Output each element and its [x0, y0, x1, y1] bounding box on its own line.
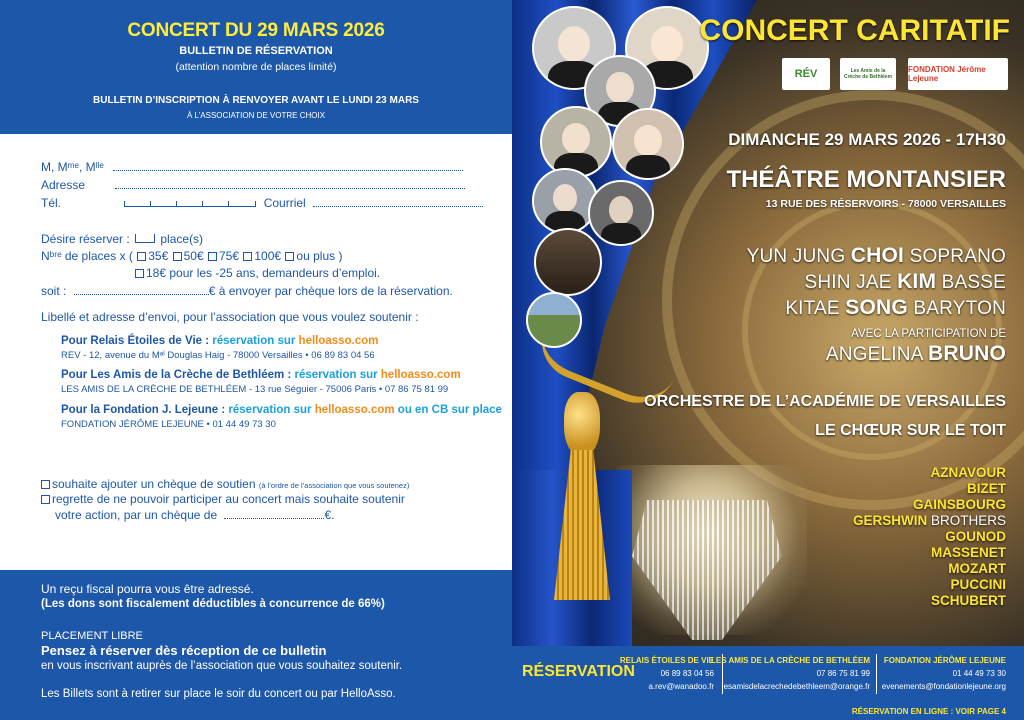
assoc-creche-detail: LES AMIS DE LA CRÈCHE DE BETHLÉEM - 13 rue Séguier - 75006 Paris • 07 86 75 81 99	[61, 384, 449, 395]
artist-2: SHIN JAE KIM BASSE	[804, 270, 1006, 293]
assoc-rev	[61, 335, 378, 361]
composer-bizet: BIZET	[967, 481, 1006, 496]
concert-date: DIMANCHE 29 MARS 2026 - 17H30	[728, 130, 1006, 149]
contact-rev-name: RELAIS ÉTOILES DE VIE	[619, 656, 714, 665]
orchestra-name: ORCHESTRE DE L’ACADÉMIE DE VERSAILLES	[644, 393, 1006, 410]
composer-mozart: MOZART	[948, 561, 1006, 576]
assoc-creche-res: réservation sur	[291, 369, 381, 381]
artist-1: YUN JUNG CHOI SOPRANO	[746, 244, 1006, 267]
price-100-checkbox[interactable]	[243, 252, 252, 261]
reservation-form	[0, 134, 512, 570]
composer-gounod: GOUNOD	[945, 529, 1006, 544]
total-prefix: soit :	[41, 284, 67, 298]
price-75-checkbox[interactable]	[208, 252, 217, 261]
composer-aznavour: AZNAVOUR	[930, 465, 1006, 480]
email-field[interactable]	[313, 197, 483, 207]
assoc-lejeune	[61, 404, 502, 430]
contact-lejeune-phone[interactable]: 01 44 49 73 30	[952, 669, 1006, 678]
performer-photo-7	[588, 180, 654, 246]
price-50-label: 50€	[183, 249, 204, 263]
tel-label: Tél.	[41, 196, 62, 210]
decline-checkbox[interactable]	[41, 495, 50, 504]
assoc-rev-res: réservation sur	[209, 335, 299, 347]
contact-lejeune-email[interactable]: evenements@fondationlejeune.org	[881, 682, 1006, 691]
form-footer	[0, 570, 512, 720]
artist-3: KITAE SONG BARYTON	[785, 296, 1006, 319]
concert-venue: THÉÂTRE MONTANSIER	[726, 166, 1006, 193]
logo-lejeune	[908, 58, 1008, 90]
assoc-lejeune-detail: FONDATION JÉRÔME LEJEUNE • 01 44 49 73 30	[61, 419, 276, 430]
choir-photo	[526, 292, 582, 348]
logo-lejeune-text: FONDATION Jérôme Lejeune	[908, 65, 986, 83]
price-reduced-checkbox[interactable]	[135, 269, 144, 278]
separator	[876, 654, 877, 694]
donation-amount-field[interactable]	[224, 509, 324, 519]
form-title: CONCERT DU 29 MARS 2026	[127, 20, 385, 41]
fiscal-note: Un reçu fiscal pourra vous être adressé.	[41, 582, 254, 596]
composer-massenet: MASSENET	[930, 545, 1006, 560]
logo-rev-text: RÉV	[794, 68, 818, 80]
price-reduced-label: 18€ pour les -25 ans, demandeurs d’emploi.	[146, 266, 381, 280]
contact-creche-email[interactable]: lesamisdelacrechedebethleem@orange.fr	[721, 682, 870, 691]
reserve-row	[41, 232, 203, 246]
contact-rev-email[interactable]: a.rev@wanadoo.fr	[648, 682, 714, 691]
name-row	[41, 160, 463, 174]
places-count-field[interactable]	[135, 234, 155, 243]
places-label: Nᵇʳᵉ de places x (	[41, 249, 133, 263]
support-row-2	[41, 492, 405, 506]
concert-address: 13 RUE DES RÉSERVOIRS - 78000 VERSAILLES	[765, 198, 1006, 210]
price-50-checkbox[interactable]	[173, 252, 182, 261]
address-row	[41, 178, 465, 192]
name-field[interactable]	[113, 161, 463, 171]
logo-rev	[782, 58, 830, 90]
email-label: Courriel	[263, 196, 306, 210]
logo-creche	[840, 58, 896, 90]
composer-puccini: PUCCINI	[950, 577, 1006, 592]
tel-field[interactable]	[124, 197, 256, 207]
fiscal-deduction: (Les dons sont fiscalement déductibles à concurrence de 66%)	[41, 598, 385, 610]
address-field[interactable]	[115, 179, 465, 189]
address-label: Adresse	[41, 178, 86, 192]
placement-label: PLACEMENT LIBRE	[41, 630, 143, 642]
reserve-now: Pensez à réserver dès réception de ce bulletin	[41, 643, 327, 658]
contact-creche-name: LES AMIS DE LA CRÈCHE DE BETHLÉEM	[711, 656, 870, 665]
choir-name: LE CHŒUR SUR LE TOIT	[815, 422, 1006, 439]
price-more-label: ou plus )	[296, 249, 343, 263]
support-row-3	[55, 508, 334, 522]
reservation-label: RÉSERVATION	[522, 663, 635, 680]
instruction: Libellé et adresse d’envoi, pour l’association que vous voulez soutenir :	[41, 310, 419, 324]
phone-email-row	[41, 196, 483, 210]
concert-poster	[512, 0, 1024, 720]
reserve-how: en vous inscrivant auprès de l’association que vous souhaitez soutenir.	[41, 660, 403, 672]
form-note: (attention nombre de places limité)	[175, 61, 337, 73]
assoc-creche-link[interactable]: helloasso.com	[380, 369, 461, 381]
contact-rev-phone[interactable]: 06 89 83 04 56	[660, 669, 714, 678]
price-75-label: 75€	[219, 249, 240, 263]
donation-suffix: €.	[324, 508, 335, 522]
price-more-checkbox[interactable]	[285, 252, 294, 261]
assoc-rev-link[interactable]: helloasso.com	[298, 335, 379, 347]
name-label: M, Mᵐᵉ, Mˡˡᵉ	[41, 160, 104, 174]
participation-label: AVEC LA PARTICIPATION DE	[851, 328, 1006, 340]
tickets-note: Les Billets sont à retirer sur place le soir du concert ou par HelloAsso.	[41, 688, 396, 700]
contact-creche-phone[interactable]: 07 86 75 81 99	[816, 669, 870, 678]
form-choice: À L’ASSOCIATION DE VOTRE CHOIX	[186, 111, 326, 120]
performer-photo-5	[612, 108, 684, 180]
price-35-checkbox[interactable]	[137, 252, 146, 261]
assoc-rev-head: Pour Relais Étoiles de Vie :	[61, 335, 210, 347]
support-note: (à l’ordre de l’association que vous soutenez)	[258, 481, 410, 490]
contact-lejeune	[882, 654, 1006, 693]
price-100-label: 100€	[254, 249, 282, 263]
form-header	[0, 0, 512, 134]
tassel-knob	[564, 392, 600, 456]
prices-row	[41, 249, 342, 263]
composer-gainsbourg: GAINSBOURG	[912, 497, 1006, 512]
support-label: souhaite ajouter un chèque de soutien	[52, 477, 256, 491]
decline-label-2: votre action, par un chèque de	[55, 508, 218, 522]
performer-photo-6	[532, 168, 598, 234]
reduced-row	[134, 266, 380, 280]
contact-lejeune-name: FONDATION JÉRÔME LEJEUNE	[883, 656, 1006, 665]
composer-schubert: SCHUBERT	[930, 593, 1006, 608]
reserve-label: Désire réserver :	[41, 232, 130, 246]
form-subtitle: BULLETIN DE RÉSERVATION	[179, 45, 333, 57]
support-row-1	[41, 477, 409, 491]
poster-title: CONCERT CARITATIF	[699, 14, 1010, 47]
contact-rev	[620, 654, 714, 693]
assoc-lejeune-extra: ou en CB sur place	[394, 404, 502, 416]
assoc-lejeune-res: réservation sur	[225, 404, 315, 416]
orchestra-photo	[534, 228, 602, 296]
total-field[interactable]	[74, 285, 209, 295]
assoc-lejeune-head: Pour la Fondation J. Lejeune :	[61, 404, 226, 416]
assoc-creche	[61, 369, 461, 395]
assoc-creche-head: Pour Les Amis de la Crèche de Bethléem :	[61, 369, 292, 381]
form-deadline: BULLETIN D’INSCRIPTION À RENVOYER AVANT LE LUNDI 23 MARS	[93, 95, 419, 106]
price-35-label: 35€	[148, 249, 169, 263]
logo-creche-text: Les Amis de la Crèche de Bethléem	[843, 68, 893, 80]
reserve-unit: place(s)	[160, 232, 204, 246]
support-checkbox[interactable]	[41, 480, 50, 489]
assoc-rev-detail: REV - 12, avenue du Mᵃˡ Douglas Haig - 78000 Versailles • 06 89 83 04 56	[61, 350, 375, 361]
total-suffix: € à envoyer par chèque lors de la réservation.	[208, 284, 453, 298]
online-reservation[interactable]: RÉSERVATION EN LIGNE : VOIR PAGE 4	[512, 706, 1024, 720]
reservation-bar	[512, 646, 1024, 706]
guest-artist: ANGELINA BRUNO	[825, 342, 1006, 365]
composer-gershwin: GERSHWIN BROTHERS	[852, 513, 1006, 528]
performer-photo-4	[540, 106, 612, 178]
decline-label: regrette de ne pouvoir participer au concert mais souhaite soutenir	[52, 492, 405, 506]
contact-creche	[711, 654, 870, 693]
assoc-lejeune-link[interactable]: helloasso.com	[314, 404, 395, 416]
total-row	[41, 284, 453, 298]
